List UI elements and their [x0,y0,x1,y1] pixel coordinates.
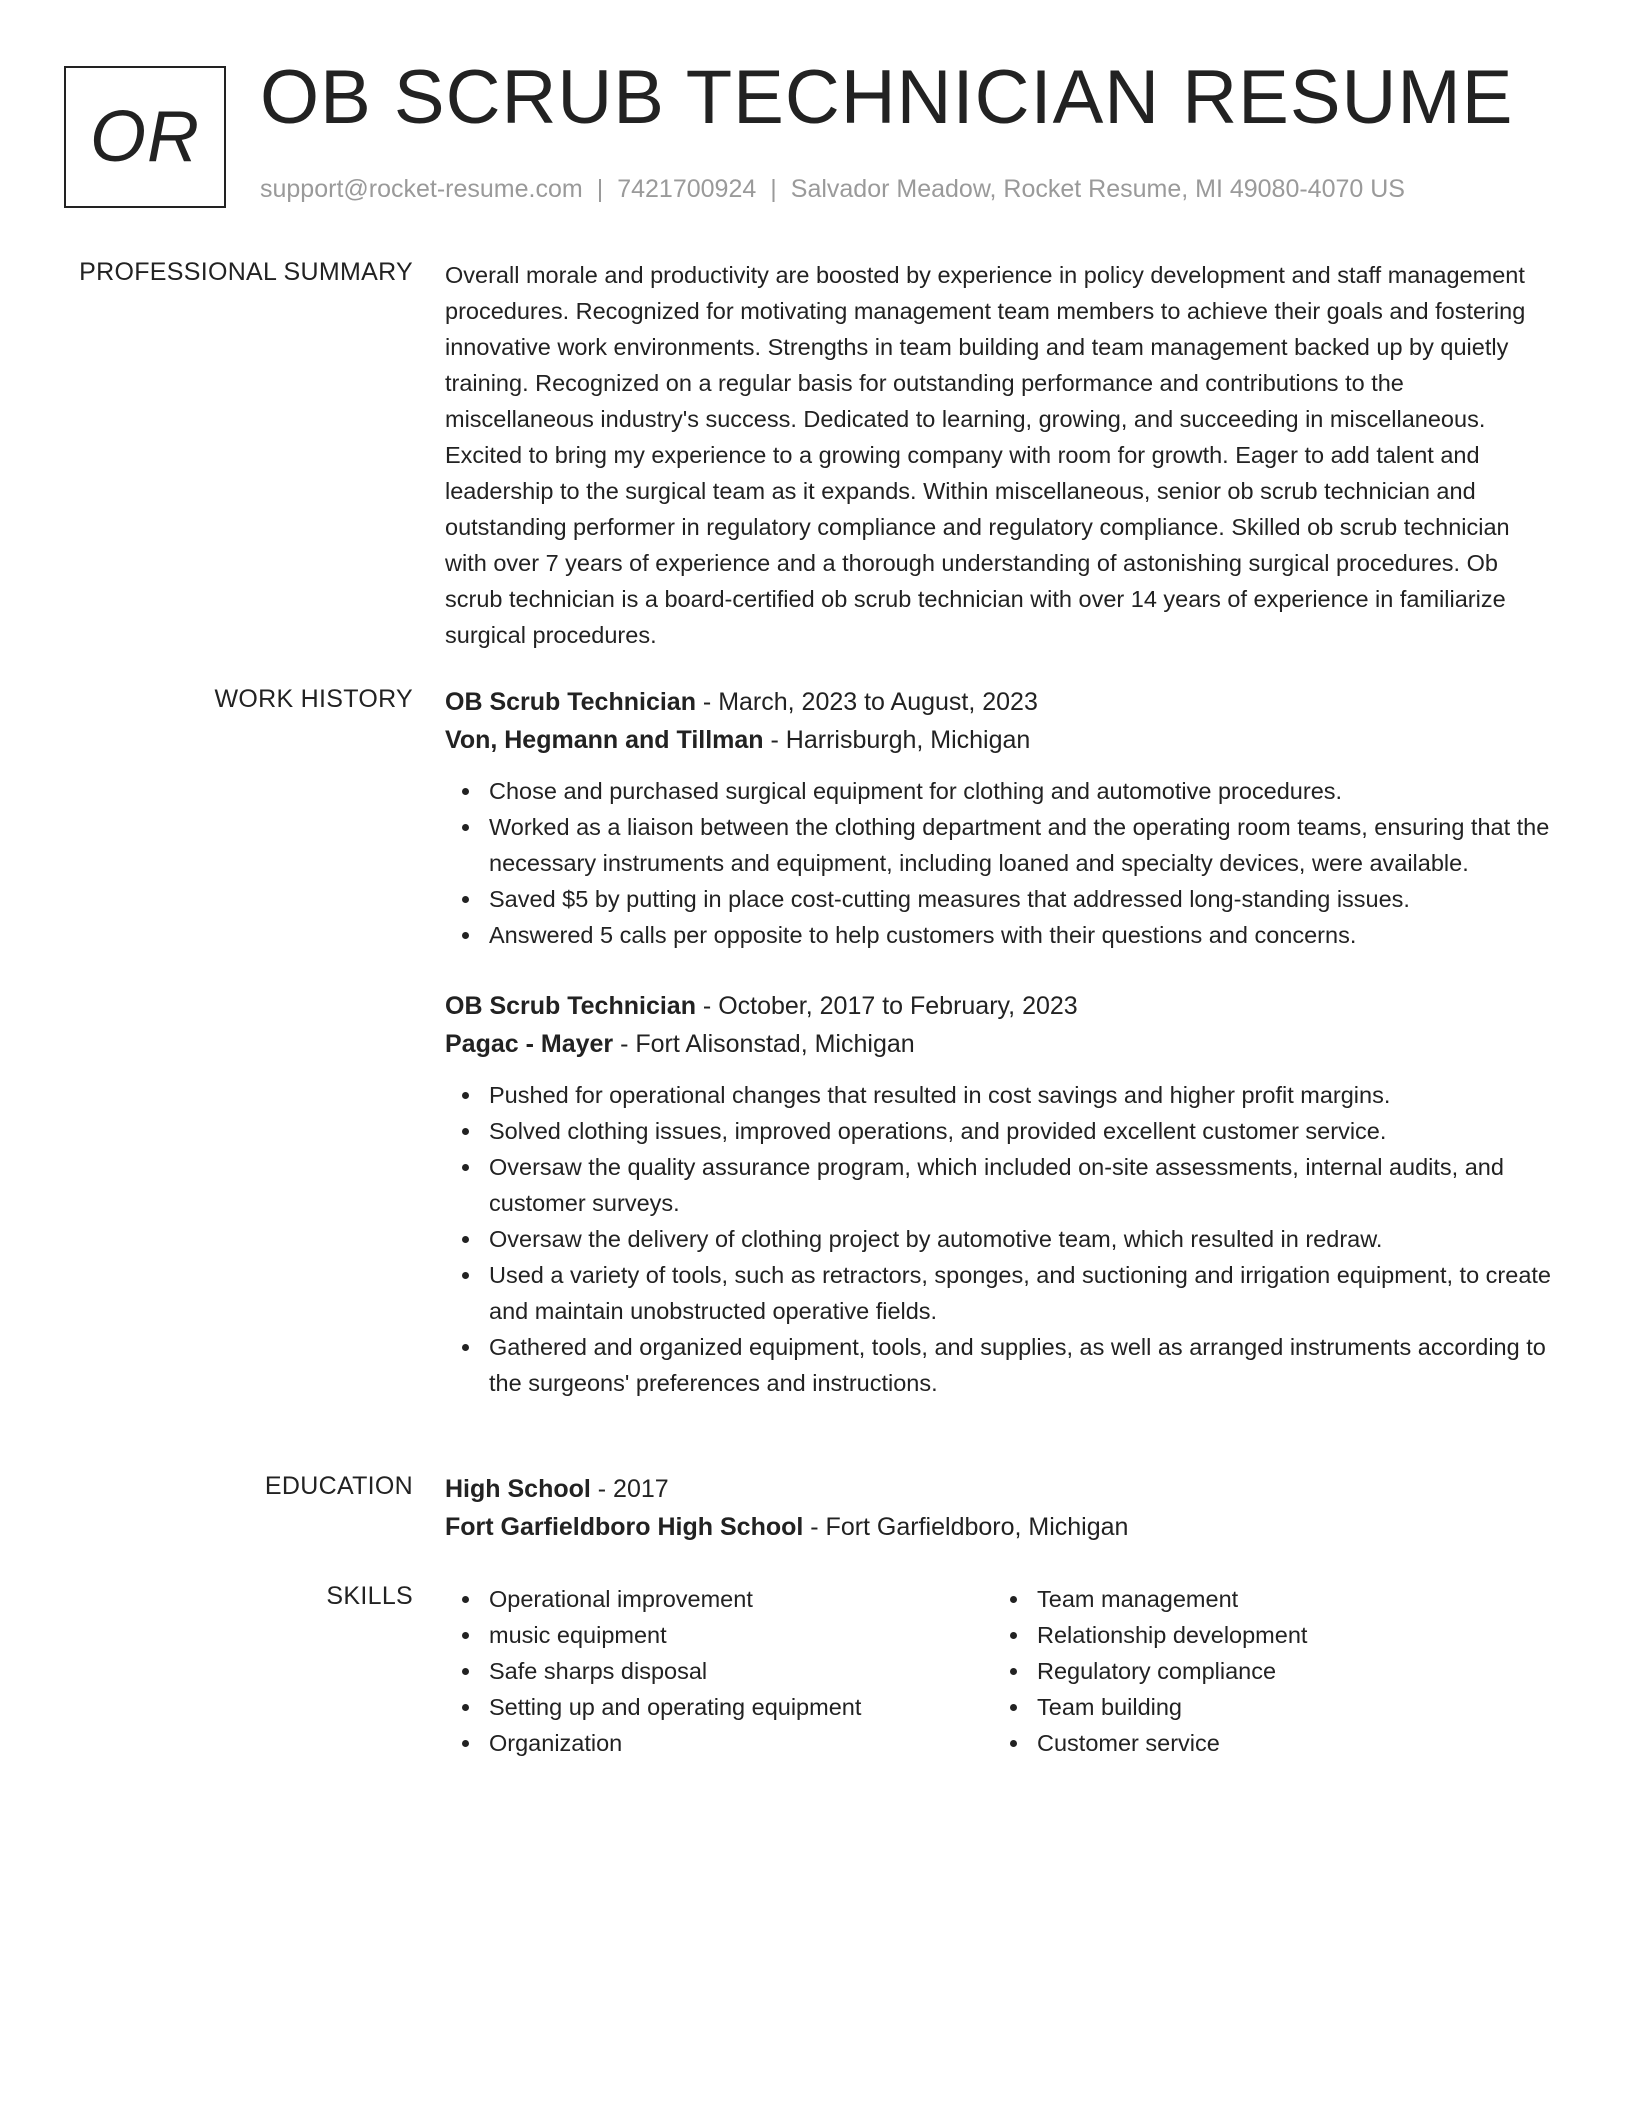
education-school: Fort Garfieldboro High School [445,1513,804,1541]
education-degree-line [445,1470,1557,1508]
section-label-work: WORK HISTORY [214,685,413,713]
job-bullet: Saved $5 by putting in place cost-cutting measures that addressed long-standing issues. [489,881,1557,917]
skills-columns [445,1581,1557,1761]
job-bullet: Solved clothing issues, improved operations, and provided excellent customer service. [489,1113,1557,1149]
skill-item: Setting up and operating equipment [489,1689,993,1725]
contact-line [260,174,1405,204]
skill-item: Regulatory compliance [1037,1653,1541,1689]
contact-phone: 7421700924 [617,175,757,203]
skill-item: Operational improvement [489,1581,993,1617]
job-bullet: Oversaw the quality assurance program, which included on-site assessments, internal audits, and customer surveys. [489,1149,1557,1221]
job-bullet: Worked as a liaison between the clothing department and the operating room teams, ensuring that the necessary instruments and equipment, including loaned and specialty devices, were available. [489,809,1557,881]
skills-body [445,1581,1557,1761]
job-bullets [445,773,1557,953]
job-bullets [445,1077,1557,1401]
job-company-line [445,1025,1557,1063]
monogram-initials: OR [90,97,200,177]
job-bullet: Chose and purchased surgical equipment for clothing and automotive procedures. [489,773,1557,809]
summary-text: Overall morale and productivity are boosted by experience in policy development and staff management procedures. Recognized for motivating management team members to achieve their goals and fostering innovative work environments. Strengths in team building and team management backed up by quietly training. Recognized on a regular basis for outstanding performance and contributions to the miscellaneous industry's success. Dedicated to learning, growing, and succeeding in miscellaneous. Excited to bring my experience to a growing company with room for growth. Eager to add talent and leadership to the surgical team as it expands. Within miscellaneous, senior ob scrub technician and outstanding performer in regulatory compliance and regulatory compliance. Skilled ob scrub technician with over 7 years of experience and a thorough understanding of astonishing surgical procedures. Ob scrub technician is a board-certified ob scrub technician with over 14 years of experience in familiarize surgical procedures. [445,262,1526,648]
skill-item: Customer service [1037,1725,1541,1761]
monogram-badge [64,66,226,208]
skills-list-right [993,1581,1541,1761]
skill-item: Team building [1037,1689,1541,1725]
job-location: - Fort Alisonstad, Michigan [613,1030,915,1058]
summary-body [445,257,1557,653]
job-dates: - March, 2023 to August, 2023 [695,688,1038,716]
job-location: - Harrisburgh, Michigan [763,726,1031,754]
job-title-line [445,987,1557,1025]
job-dates: - October, 2017 to February, 2023 [695,992,1078,1020]
resume-title: OB SCRUB TECHNICIAN RESUME [260,55,1514,140]
contact-email: support@rocket-resume.com [260,175,583,203]
job-entry [445,683,1557,953]
skill-item: music equipment [489,1617,993,1653]
job-bullet: Used a variety of tools, such as retractors, sponges, and suctioning and irrigation equipment, to create and maintain unobstructed operative fields. [489,1257,1557,1329]
job-title: OB Scrub Technician [445,688,696,716]
job-entry [445,987,1557,1401]
skill-item: Team management [1037,1581,1541,1617]
skill-item: Safe sharps disposal [489,1653,993,1689]
job-title-line [445,683,1557,721]
contact-separator: | [596,175,604,203]
job-title: OB Scrub Technician [445,992,696,1020]
skill-item: Organization [489,1725,993,1761]
education-body [445,1470,1557,1546]
job-company: Pagac - Mayer [445,1030,614,1058]
contact-address: Salvador Meadow, Rocket Resume, MI 49080-4070 US [790,175,1405,203]
work-body [445,683,1557,1401]
section-label-skills: SKILLS [326,1582,413,1610]
education-year: - 2017 [590,1475,669,1503]
job-bullet: Answered 5 calls per opposite to help customers with their questions and concerns. [489,917,1557,953]
job-company-line [445,721,1557,759]
job-bullet: Oversaw the delivery of clothing project by automotive team, which resulted in redraw. [489,1221,1557,1257]
education-degree: High School [445,1475,591,1503]
job-bullet: Pushed for operational changes that resulted in cost savings and higher profit margins. [489,1077,1557,1113]
section-label-education: EDUCATION [264,1472,413,1500]
skills-list-left [445,1581,993,1761]
contact-separator: | [770,175,777,203]
job-company: Von, Hegmann and Tillman [445,726,764,754]
education-location: - Fort Garfieldboro, Michigan [803,1513,1129,1541]
job-bullet: Gathered and organized equipment, tools, and supplies, as well as arranged instruments according to the surgeons' preferences and instructions. [489,1329,1557,1401]
section-label-summary: PROFESSIONAL SUMMARY [79,258,413,286]
education-school-line [445,1508,1557,1546]
skill-item: Relationship development [1037,1617,1541,1653]
